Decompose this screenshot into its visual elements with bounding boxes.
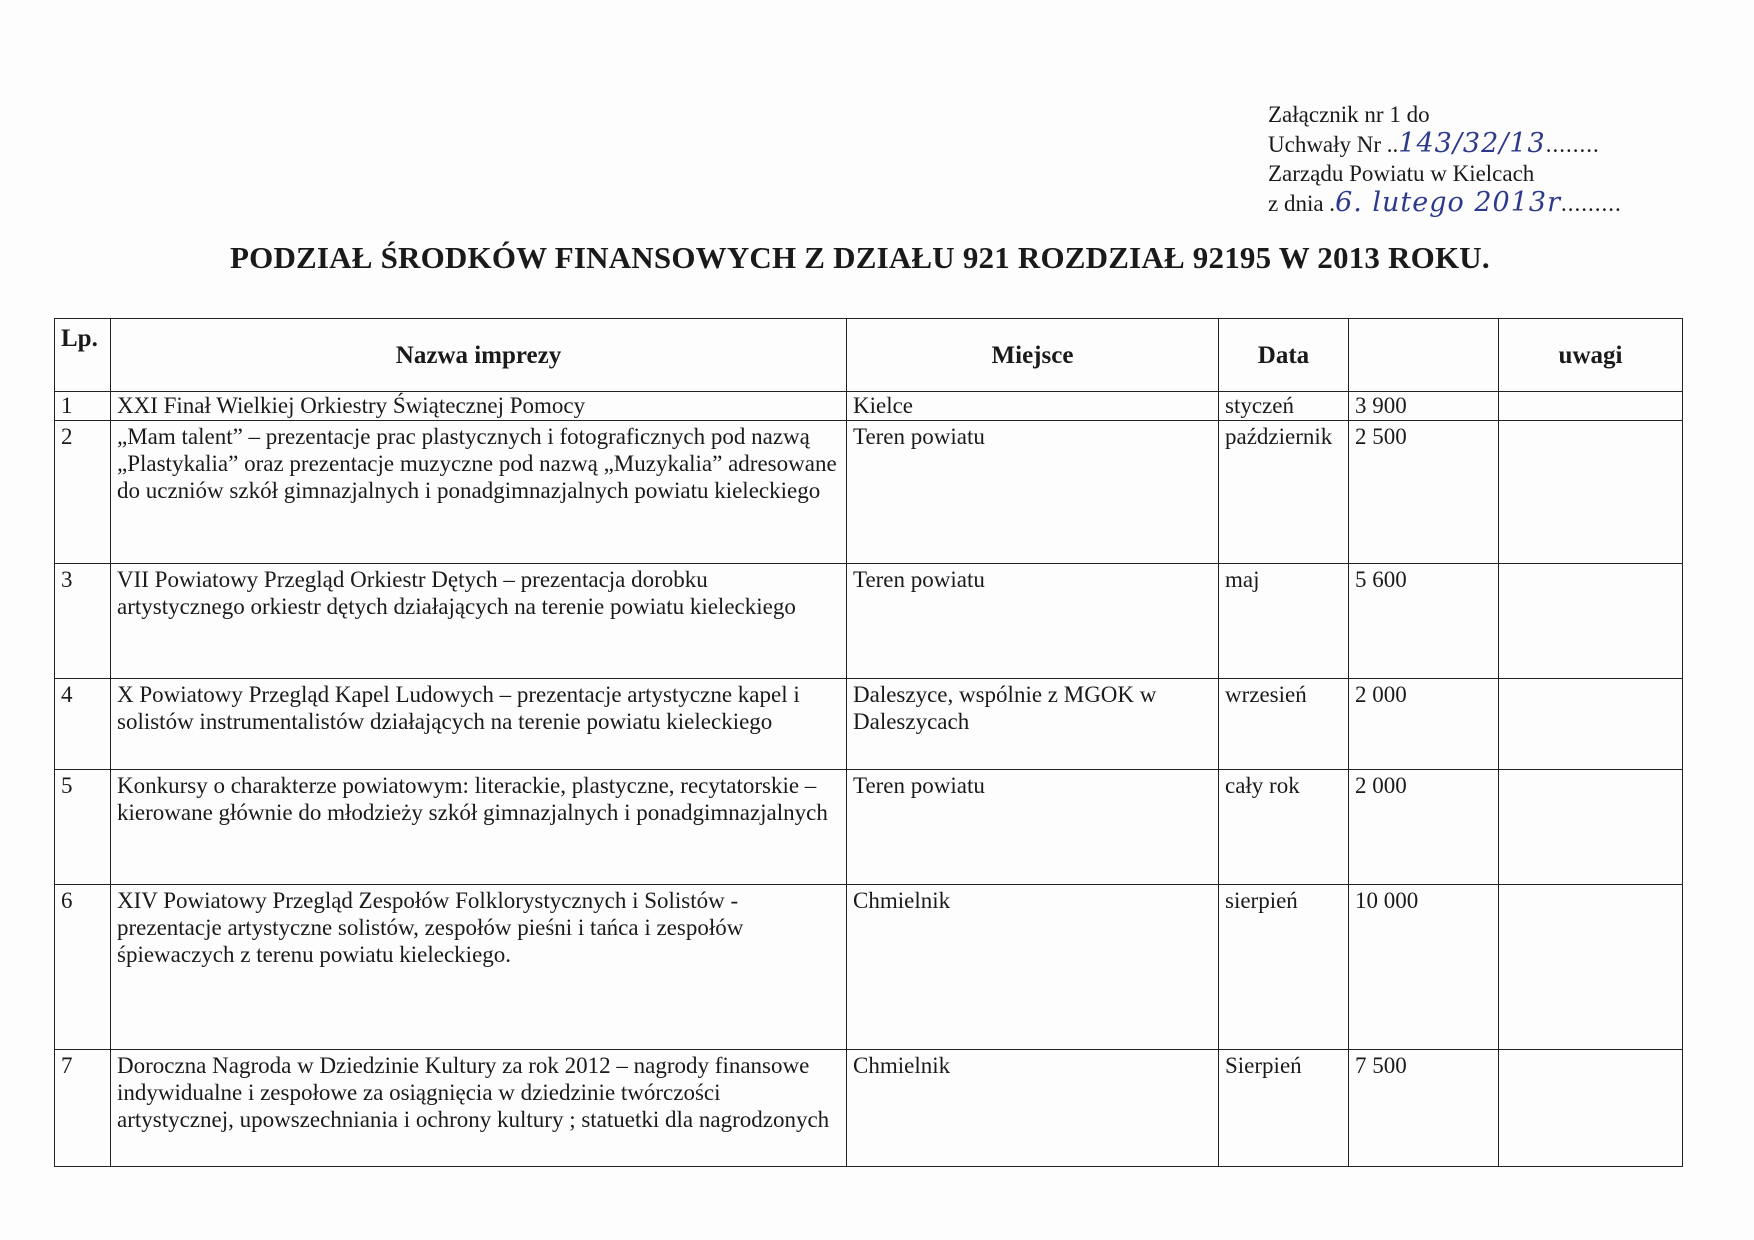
header-amount (1349, 319, 1499, 392)
cell-amount: 2 500 (1349, 421, 1499, 564)
annex-line-3: Zarządu Powiatu w Kielcach (1268, 161, 1535, 186)
table-header-row (55, 319, 1683, 392)
funding-table (54, 318, 1683, 1167)
annex-line-1: Załącznik nr 1 do (1268, 102, 1430, 127)
header-name: Nazwa imprezy (111, 319, 847, 392)
cell-place: Daleszyce, wspólnie z MGOK w Daleszycach (847, 679, 1219, 770)
table-row (55, 421, 1683, 564)
cell-date: cały rok (1219, 770, 1349, 885)
cell-name: X Powiatowy Przegląd Kapel Ludowych – prezentacje artystyczne kapel i solistów instrumentalistów działających na terenie powiatu kieleckiego (111, 679, 847, 770)
cell-name: Konkursy o charakterze powiatowym: literackie, plastyczne, recytatorskie – kierowane głównie do młodzieży szkół gimnazjalnych i ponadgimnazjalnych (111, 770, 847, 885)
annex-line-4 (1268, 188, 1622, 218)
resolution-label: Uchwały Nr .. (1268, 132, 1399, 157)
annex-line-2 (1268, 129, 1622, 159)
table-row (55, 392, 1683, 421)
handwritten-date: 6. lutego 2013r (1335, 187, 1561, 218)
cell-name: VII Powiatowy Przegląd Orkiestr Dętych – prezentacja dorobku artystycznego orkiestr dętych działających na terenie powiatu kieleckiego (111, 564, 847, 679)
cell-place: Teren powiatu (847, 421, 1219, 564)
cell-amount: 2 000 (1349, 679, 1499, 770)
resolution-dots: ........ (1545, 132, 1600, 157)
header-date: Data (1219, 319, 1349, 392)
cell-place: Chmielnik (847, 1050, 1219, 1167)
date-dots: ......... (1561, 191, 1622, 216)
table-row (55, 770, 1683, 885)
header-notes: uwagi (1499, 319, 1683, 392)
cell-name: Doroczna Nagroda w Dziedzinie Kultury za rok 2012 – nagrody finansowe indywidualne i zespołowe za osiągnięcia w dziedzinie twórczości artystycznej, upowszechniania i ochrony kultury ; statuetki dla nagrodzonych (111, 1050, 847, 1167)
cell-lp: 4 (55, 679, 111, 770)
header-lp: Lp. (55, 319, 111, 392)
cell-date: maj (1219, 564, 1349, 679)
cell-name: „Mam talent” – prezentacje prac plastycznych i fotograficznych pod nazwą „Plastykalia” oraz prezentacje muzyczne pod nazwą „Muzykalia” adresowane do uczniów szkół gimnazjalnych i ponadgimnazjalnych powiatu kieleckiego (111, 421, 847, 564)
cell-amount: 3 900 (1349, 392, 1499, 421)
table-row (55, 1050, 1683, 1167)
cell-place: Chmielnik (847, 885, 1219, 1050)
cell-lp: 1 (55, 392, 111, 421)
cell-name: XIV Powiatowy Przegląd Zespołów Folklorystycznych i Solistów - prezentacje artystyczne solistów, zespołów pieśni i tańca i zespołów śpiewaczych z terenu powiatu kieleckiego. (111, 885, 847, 1050)
cell-date: sierpień (1219, 885, 1349, 1050)
cell-notes (1499, 679, 1683, 770)
cell-place: Teren powiatu (847, 770, 1219, 885)
cell-lp: 7 (55, 1050, 111, 1167)
table-row (55, 885, 1683, 1050)
cell-place: Kielce (847, 392, 1219, 421)
cell-notes (1499, 392, 1683, 421)
cell-date: październik (1219, 421, 1349, 564)
document-title: PODZIAŁ ŚRODKÓW FINANSOWYCH Z DZIAŁU 921 ROZDZIAŁ 92195 W 2013 ROKU. (230, 240, 1490, 275)
cell-notes (1499, 564, 1683, 679)
cell-notes (1499, 885, 1683, 1050)
cell-notes (1499, 421, 1683, 564)
cell-lp: 5 (55, 770, 111, 885)
cell-notes (1499, 1050, 1683, 1167)
cell-date: Sierpień (1219, 1050, 1349, 1167)
cell-lp: 3 (55, 564, 111, 679)
table-row (55, 679, 1683, 770)
header-place: Miejsce (847, 319, 1219, 392)
cell-date: styczeń (1219, 392, 1349, 421)
cell-lp: 2 (55, 421, 111, 564)
handwritten-resolution-number: 143/32/13 (1398, 128, 1546, 159)
cell-amount: 5 600 (1349, 564, 1499, 679)
cell-date: wrzesień (1219, 679, 1349, 770)
date-label: z dnia . (1268, 191, 1336, 216)
table-row (55, 564, 1683, 679)
cell-notes (1499, 770, 1683, 885)
cell-lp: 6 (55, 885, 111, 1050)
annex-header (1268, 100, 1622, 218)
cell-amount: 10 000 (1349, 885, 1499, 1050)
cell-name: XXI Finał Wielkiej Orkiestry Świątecznej Pomocy (111, 392, 847, 421)
cell-amount: 2 000 (1349, 770, 1499, 885)
cell-amount: 7 500 (1349, 1050, 1499, 1167)
cell-place: Teren powiatu (847, 564, 1219, 679)
